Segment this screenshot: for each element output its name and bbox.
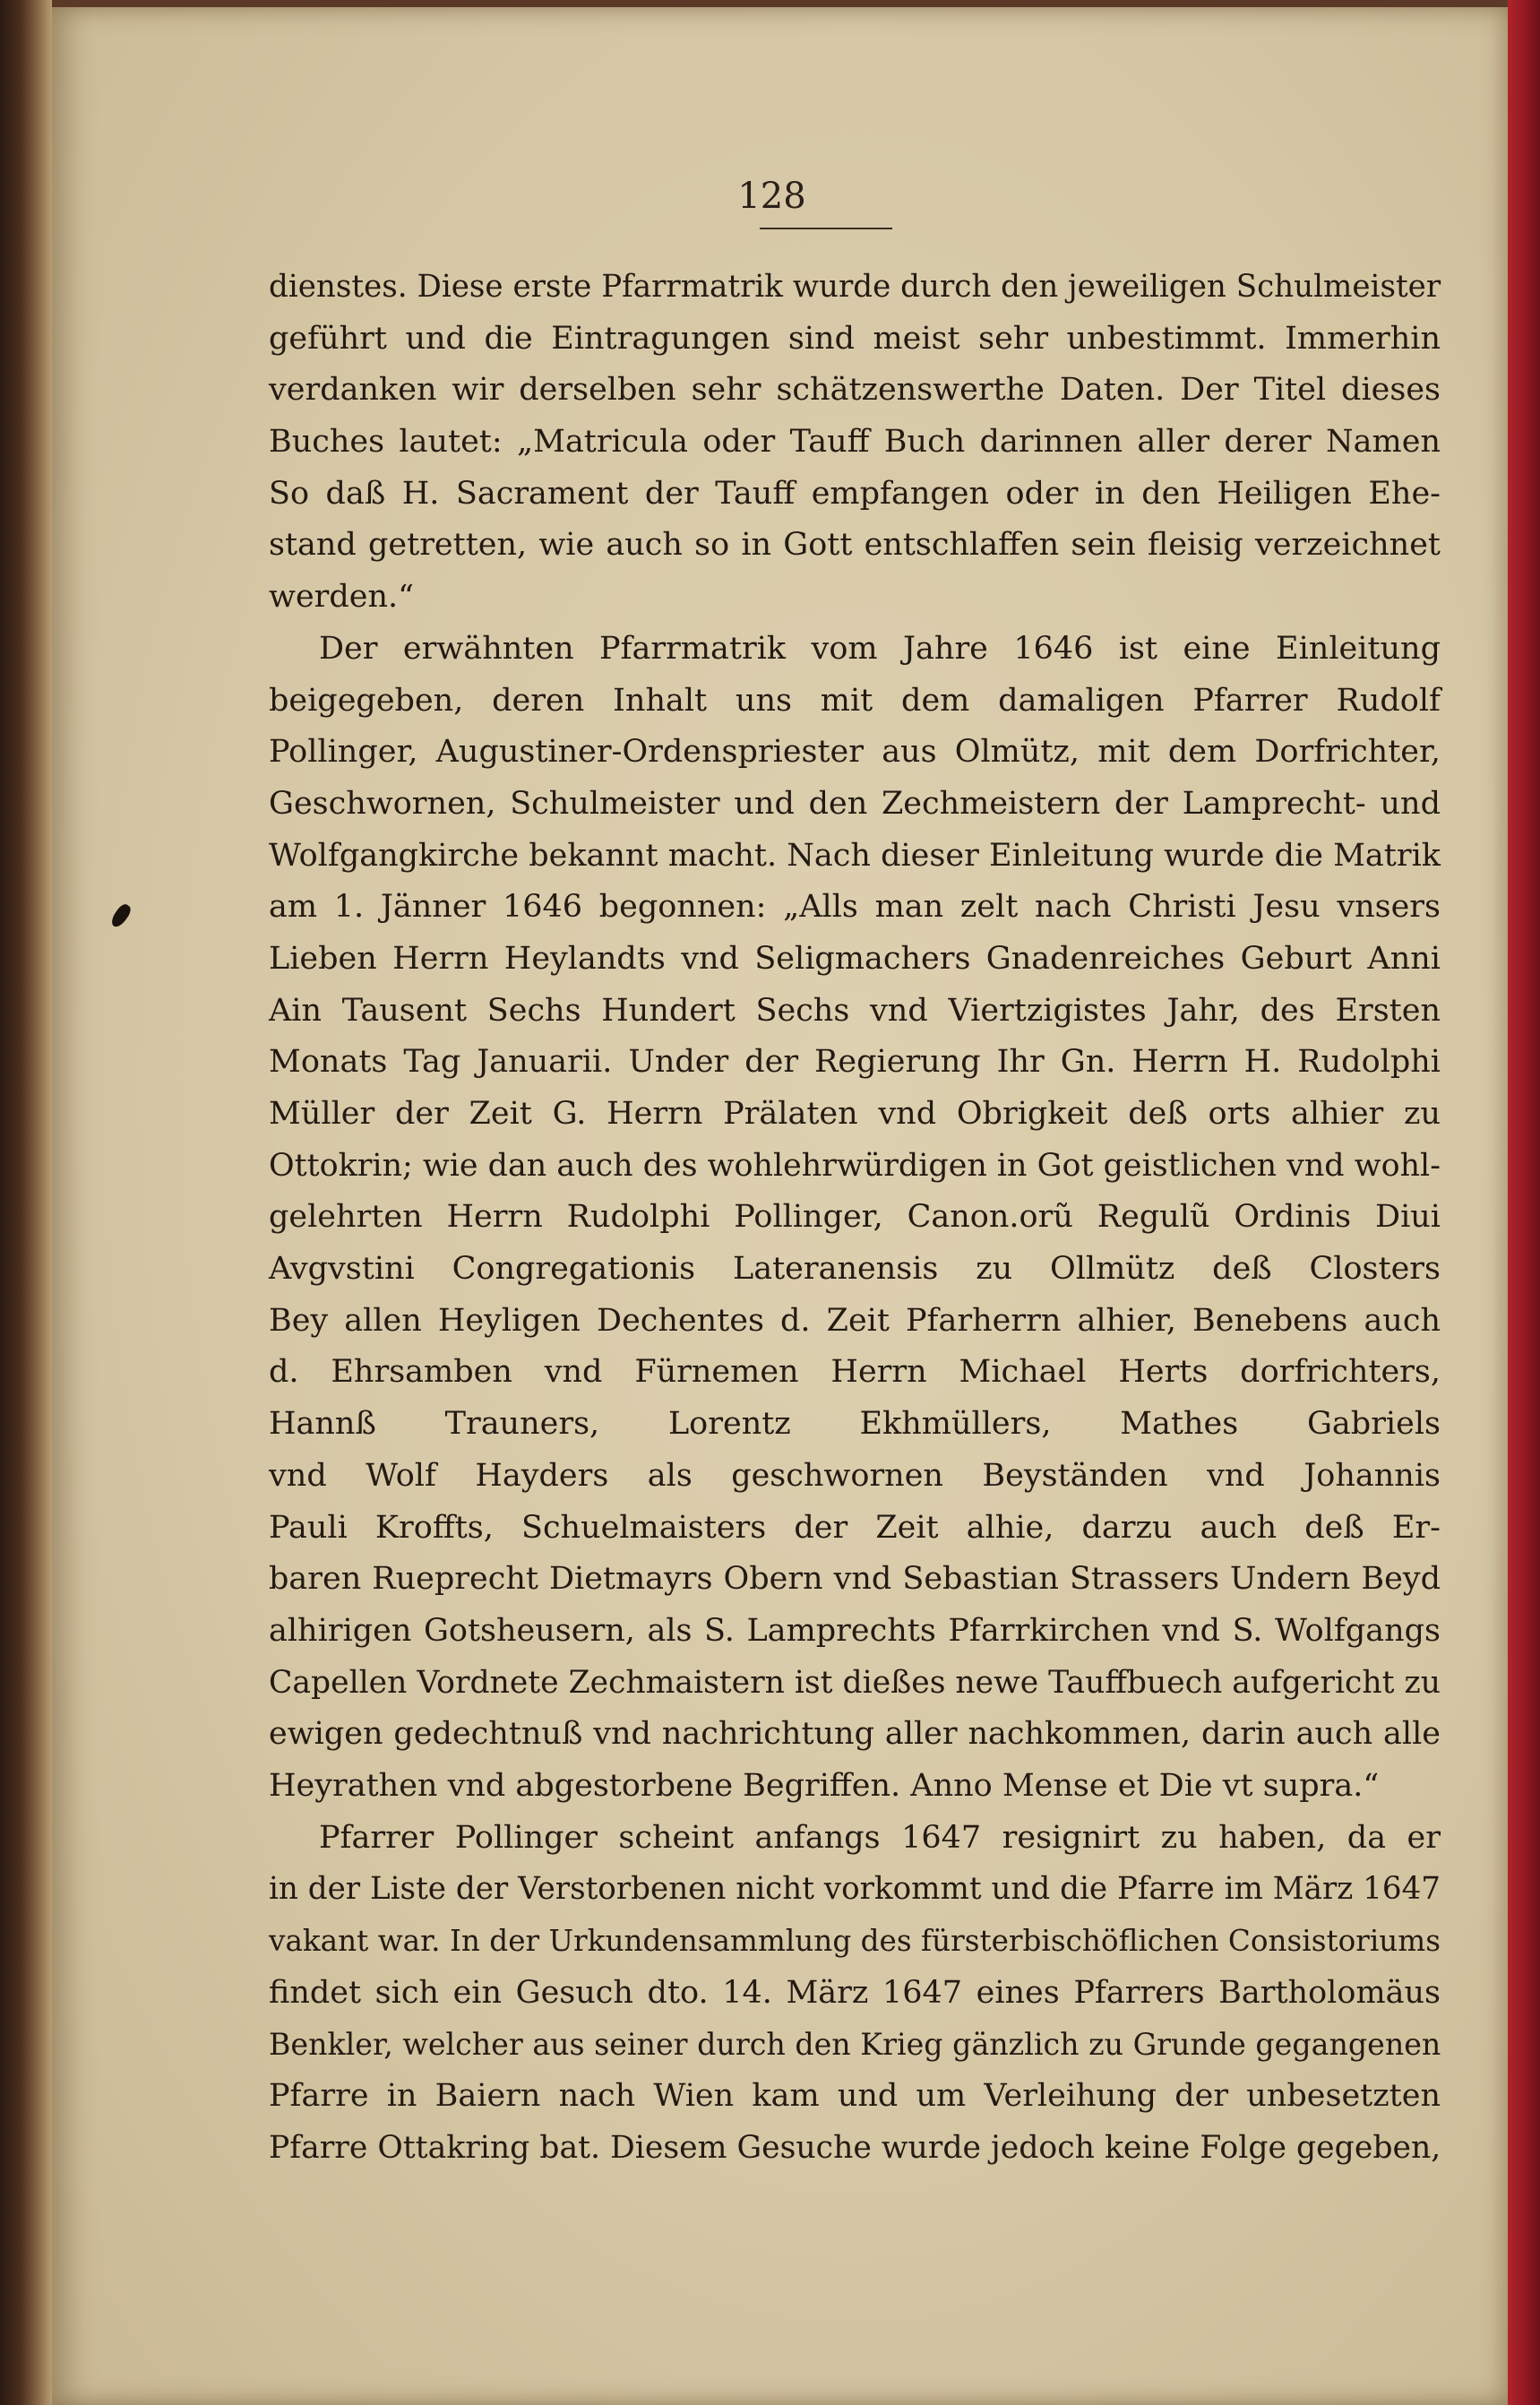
text-line: Buches lautet: „Matricula oder Tauff Buch darinnen aller derer Namen <box>269 424 1441 461</box>
text-line: Bey allen Heyligen Dechentes d. Zeit Pfarherrn alhier, Benebens auch <box>269 1302 1441 1339</box>
text-line: werden.“ <box>269 579 415 616</box>
body-text <box>269 262 1441 2174</box>
text-line: verdanken wir derselben sehr schätzenswerthe Daten. Der Titel dieses <box>269 372 1441 409</box>
text-line: in der Liste der Verstorbenen nicht vorkommt und die Pfarre im März 1647 <box>269 1871 1441 1908</box>
text-line: Lieben Herrn Heylandts vnd Seligmachers Gnadenreiches Geburt Anni <box>269 940 1441 977</box>
text-line: Heyrathen vnd abgestorbene Begriffen. Anno Mense et Die vt supra.“ <box>269 1767 1380 1804</box>
text-line: findet sich ein Gesuch dto. 14. März 1647 eines Pfarrers Bartholomäus <box>269 1974 1441 2011</box>
text-line: gelehrten Herrn Rudolphi Pollinger, Canon.orũ Regulũ Ordinis Diui <box>269 1199 1441 1236</box>
text-line: Müller der Zeit G. Herrn Prälaten vnd Obrigkeit deß orts alhier zu <box>269 1096 1441 1132</box>
text-line: am 1. Jänner 1646 begonnen: „Alls man zelt nach Christi Jesu vnsers <box>269 889 1441 926</box>
text-line: dienstes. Diese erste Pfarrmatrik wurde durch den jeweiligen Schulmeister <box>269 269 1441 305</box>
text-line: Monats Tag Januarii. Under der Regierung Ihr Gn. Herrn H. Rudolphi <box>269 1044 1441 1081</box>
text-line: Avgvstini Congregationis Lateranensis zu Ollmütz deß Closters <box>269 1251 1441 1288</box>
text-line: Pfarrer Pollinger scheint anfangs 1647 resignirt zu haben, da er <box>319 1819 1441 1856</box>
page-number-rule <box>760 228 892 229</box>
text-line: ewigen gedechtnuß vnd nachrichtung aller nachkommen, darin auch alle <box>269 1716 1441 1753</box>
page-number: 128 <box>737 176 806 217</box>
text-line: Der erwähnten Pfarrmatrik vom Jahre 1646 ist eine Einleitung <box>319 630 1441 667</box>
text-line: Ottokrin; wie dan auch des wohlehrwürdigen in Got geistlichen vnd wohl- <box>269 1147 1441 1184</box>
text-line: Pfarre in Baiern nach Wien kam und um Verleihung der unbesetzten <box>269 2078 1441 2115</box>
text-line: beigegeben, deren Inhalt uns mit dem damaligen Pfarrer Rudolf <box>269 682 1441 719</box>
book-spine <box>0 0 52 2405</box>
text-line: d. Ehrsamben vnd Fürnemen Herrn Michael Herts dorfrichters, <box>269 1354 1441 1391</box>
text-line: Hannß Trauners, Lorentz Ekhmüllers, Mathes Gabriels <box>269 1406 1441 1443</box>
text-line: stand getretten, wie auch so in Gott entschlaffen sein fleisig verzeichnet <box>269 527 1441 564</box>
text-line: Geschwornen, Schulmeister und den Zechmeistern der Lamprecht- und <box>269 785 1441 822</box>
text-line: Benkler, welcher aus seiner durch den Krieg gänzlich zu Grunde gegangenen <box>269 2027 1441 2063</box>
text-line: Pollinger, Augustiner-Ordenspriester aus Olmütz, mit dem Dorfrichter, <box>269 734 1441 771</box>
ink-mark <box>108 902 133 930</box>
text-line: geführt und die Eintragungen sind meist sehr unbestimmt. Immerhin <box>269 320 1441 357</box>
text-line: So daß H. Sacrament der Tauff empfangen oder in den Heiligen Ehe- <box>269 475 1441 512</box>
text-line: alhirigen Gotsheusern, als S. Lamprechts Pfarrkirchen vnd S. Wolfgangs <box>269 1612 1441 1649</box>
text-line: baren Rueprecht Dietmayrs Obern vnd Sebastian Strassers Undern Beyd <box>269 1561 1441 1598</box>
text-line: Wolfgangkirche bekannt macht. Nach dieser Einleitung wurde die Matrik <box>269 837 1441 874</box>
text-line: Pfarre Ottakring bat. Diesem Gesuche wurde jedoch keine Folge gegeben, <box>269 2129 1441 2166</box>
text-line: vnd Wolf Hayders als geschwornen Beyständen vnd Johannis <box>269 1457 1441 1494</box>
text-line: vakant war. In der Urkundensammlung des fürsterbischöflichen Consistoriums <box>269 1924 1441 1958</box>
text-line: Ain Tausent Sechs Hundert Sechs vnd Viertzigistes Jahr, des Ersten <box>269 992 1441 1029</box>
text-line: Pauli Kroffts, Schuelmaisters der Zeit alhie, darzu auch deß Er- <box>269 1509 1441 1546</box>
book-cover-edge <box>1508 0 1540 2405</box>
text-line: Capellen Vordnete Zechmaistern ist dießes newe Tauffbuech aufgericht zu <box>269 1664 1441 1701</box>
